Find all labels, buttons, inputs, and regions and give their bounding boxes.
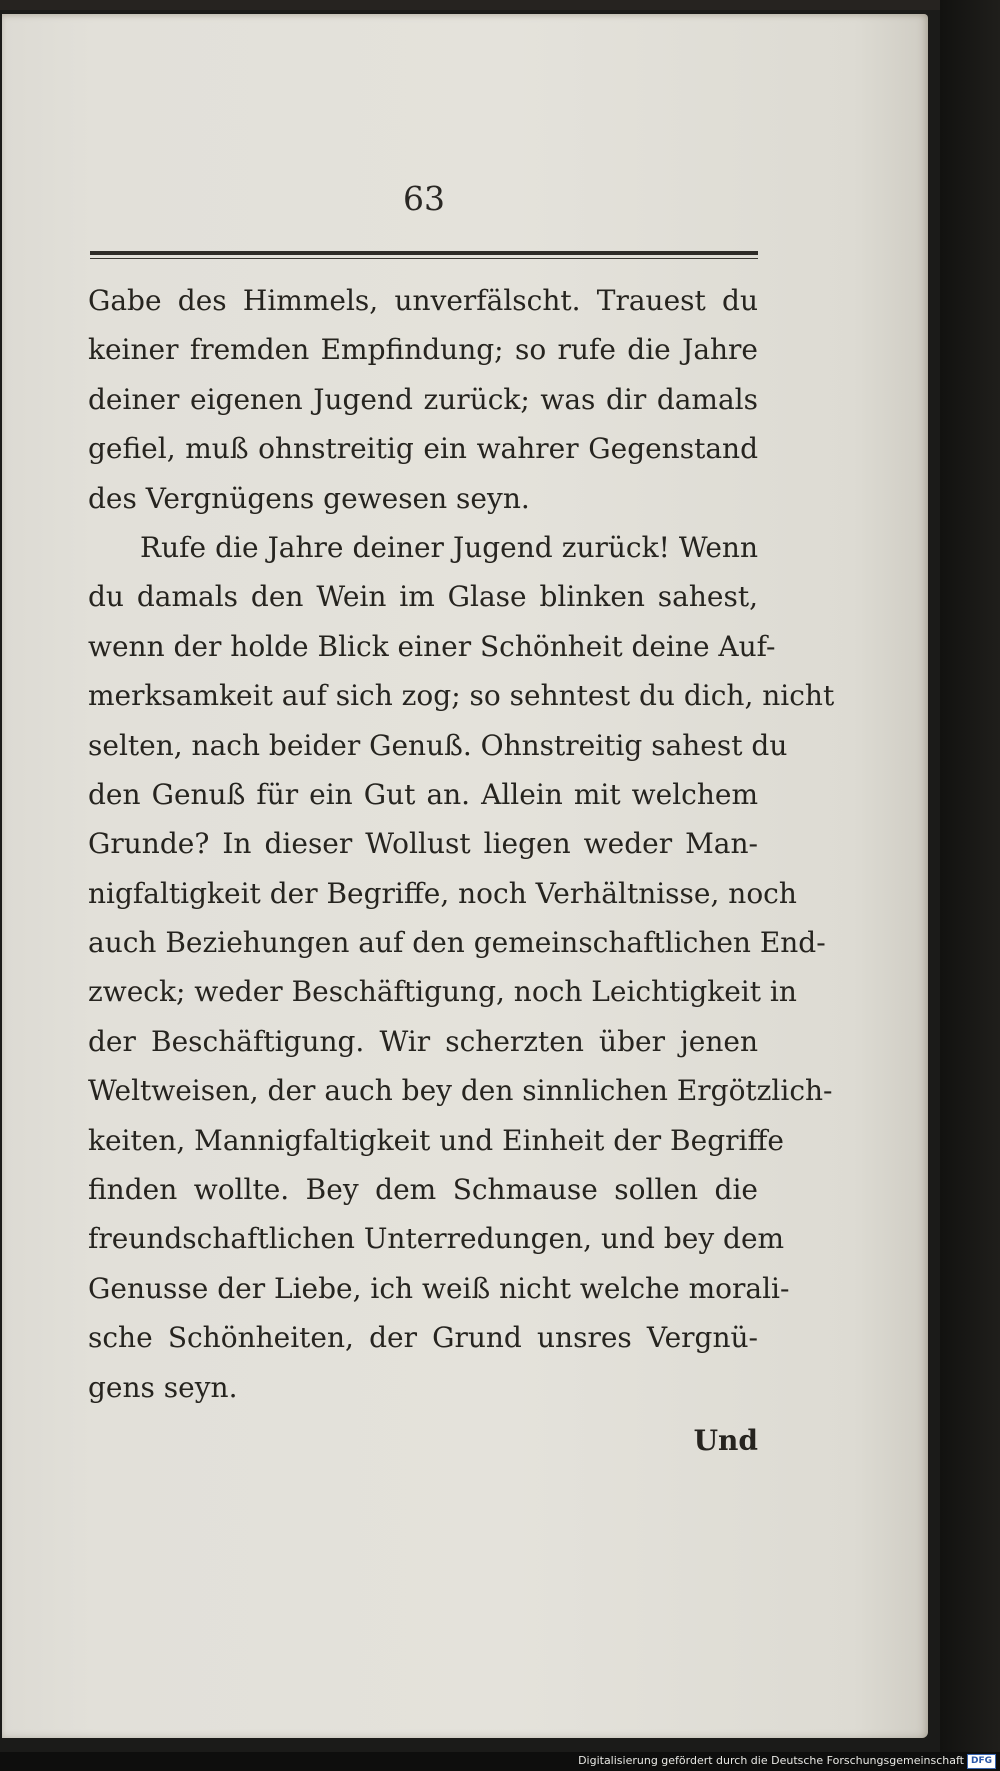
header-rule [90,251,758,255]
text-line: Rufe die Jahre deiner Jugend zurück! Wenn [140,530,758,564]
text-line: gefiel, muß ohnstreitig ein wahrer Gegenstand [88,432,758,466]
text-line: deiner eigenen Jugend zurück; was dir damals [88,382,758,416]
text-line: gens seyn. [88,1370,238,1404]
text-line: du damals den Wein im Glase blinken sahest, [88,580,758,614]
text-line: keiten, Mannigfaltigkeit und Einheit der Begriffe [88,1123,784,1157]
catchword: Und [693,1424,758,1457]
text-line: freundschaftlichen Unterredungen, und bey dem [88,1222,785,1256]
text-line: auch Beziehungen auf den gemeinschaftlichen End- [88,926,826,960]
text-line: der Beschäftigung. Wir scherzten über jenen [88,1024,758,1058]
text-line: Grunde? In dieser Wollust liegen weder Man- [88,827,758,861]
text-line: Genusse der Liebe, ich weiß nicht welche morali- [88,1271,790,1305]
footer-credit: Digitalisierung gefördert durch die Deutsche Forschungsgemeinschaft [578,1754,964,1767]
text-line: des Vergnügens gewesen seyn. [88,481,530,515]
text-line: keiner fremden Empfindung; so rufe die Jahre [88,333,758,367]
text-line: selten, nach beider Genuß. Ohnstreitig sahest du [88,728,788,762]
text-line: sche Schönheiten, der Grund unsres Vergnü- [88,1321,758,1355]
text-line: Weltweisen, der auch bey den sinnlichen Ergötzlich- [88,1074,833,1108]
text-line: nigfaltigkeit der Begriffe, noch Verhältnisse, noch [88,876,797,910]
dfg-logo-icon: DFG [967,1754,996,1769]
text-line: Gabe des Himmels, unverfälscht. Trauest du [88,284,758,317]
text-line: zweck; weder Beschäftigung, noch Leichtigkeit in [88,975,797,1009]
text-line: wenn der holde Blick einer Schönheit deine Auf- [88,629,776,663]
text-line: den Genuß für ein Gut an. Allein mit welchem [88,777,758,811]
scan-top-edge [0,0,1000,10]
page-number: 63 [403,179,445,218]
book-page [2,14,928,1738]
text-line: merksamkeit auf sich zog; so sehntest du dich, nicht [88,679,835,713]
scan-background-edge [940,0,1000,1771]
body-text [88,276,835,1412]
text-line: finden wollte. Bey dem Schmause sollen die [88,1173,758,1207]
